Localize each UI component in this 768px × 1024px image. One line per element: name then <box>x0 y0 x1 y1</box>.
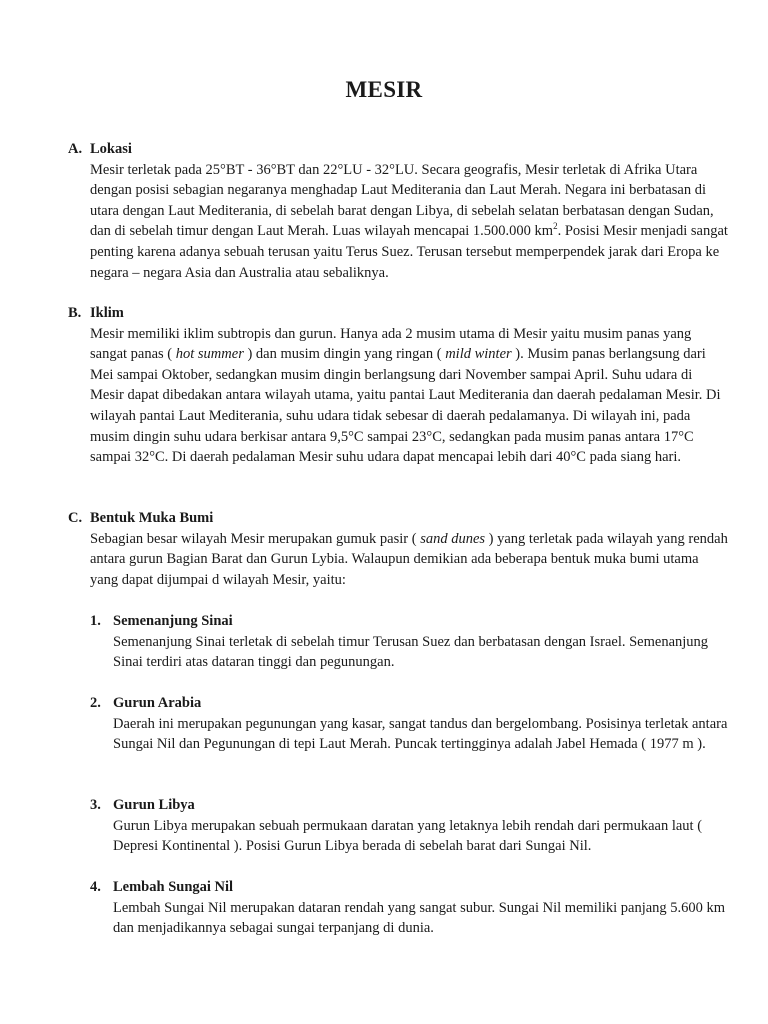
section-heading <box>68 508 728 529</box>
section-title: Iklim <box>90 305 124 321</box>
list-item-gurun-arabia <box>90 693 730 755</box>
section-bentuk-muka-bumi <box>68 508 728 590</box>
section-marker: C. <box>68 510 83 526</box>
italic-term: mild winter <box>445 346 512 363</box>
paragraph-text: Mesir terletak pada 25°BT - 36°BT dan 22°LU - 32°LU. Secara geografis, Mesir terletak di Afrika Utara dengan posisi sebagian negaranya menghadap Laut Mediterania dan Laut Merah. Negara ini berbatasan di utara dengan Laut Mediterania, di sebelah barat dengan Libya, di sebelah selatan berbatasan dengan Sudan, dan di sebelah timur dengan Laut Merah. Luas wilayah mencapai 1.500.000 km <box>90 161 714 240</box>
paragraph-text: ) yang terletak pada wilayah yang rendah antara gurun Bagian Barat dan Gurun Lybia. Walaupun demikian ada beberapa bentuk muka bumi utama yang dapat dijumpai d wilayah Mesir, yaitu: <box>90 530 728 588</box>
item-heading <box>90 877 730 898</box>
section-marker: A. <box>68 141 83 157</box>
list-item-lembah-sungai-nil <box>90 877 730 939</box>
paragraph-text: Mesir memiliki iklim subtropis dan gurun. Hanya ada 2 musim utama di Mesir yaitu musim panas yang sangat panas ( <box>90 325 692 363</box>
item-number: 1. <box>90 613 101 629</box>
section-lokasi <box>68 139 728 283</box>
section-paragraph <box>90 160 728 284</box>
section-heading <box>68 303 728 324</box>
item-paragraph: Semenanjung Sinai terletak di sebelah timur Terusan Suez dan berbatasan dengan Israel. Semenanjung Sinai terdiri atas dataran tinggi dan pegunungan. <box>113 633 709 671</box>
item-heading <box>90 693 730 714</box>
section-paragraph <box>90 529 728 591</box>
item-title: Semenanjung Sinai <box>113 613 233 629</box>
section-title: Bentuk Muka Bumi <box>90 510 214 526</box>
section-title: Lokasi <box>90 141 132 157</box>
item-heading <box>90 795 730 816</box>
superscript-text: 2 <box>553 221 558 232</box>
item-number: 4. <box>90 879 101 895</box>
page-title: MESIR <box>345 77 423 102</box>
item-paragraph: Lembah Sungai Nil merupakan dataran rendah yang sangat subur. Sungai Nil memiliki panjang 5.600 km dan menjadikannya sebagai sungai terpanjang di dunia. <box>113 899 726 937</box>
item-title: Gurun Arabia <box>113 695 202 711</box>
italic-term: hot summer <box>175 346 244 363</box>
paragraph-text: . Posisi Mesir menjadi sangat penting karena adanya sebuah terusan yaitu Terus Suez. Terusan tersebut memperpendek jarak dari Eropa ke negara – negara Asia dan Australia atau sebaliknya. <box>90 223 728 281</box>
item-paragraph: Gurun Libya merupakan sebuah permukaan daratan yang letaknya lebih rendah dari permukaan laut ( Depresi Kontinental ). Posisi Gurun Libya berada di sebelah barat dari Sungai Nil. <box>113 817 703 855</box>
item-heading <box>90 611 730 632</box>
section-paragraph <box>90 324 728 468</box>
list-item-semenanjung-sinai <box>90 611 730 673</box>
section-heading <box>68 139 728 160</box>
paragraph-text: ) dan musim dingin yang ringan ( <box>243 346 446 363</box>
section-marker: B. <box>68 305 82 321</box>
paragraph-text: Sebagian besar wilayah Mesir merupakan gumuk pasir ( <box>90 530 421 547</box>
item-title: Gurun Libya <box>113 797 195 813</box>
item-number: 2. <box>90 695 101 711</box>
italic-term: sand dunes <box>420 530 486 547</box>
item-paragraph: Daerah ini merupakan pegunungan yang kasar, sangat tandus dan bergelombang. Posisinya terletak antara Sungai Nil dan Pegunungan di tepi Laut Merah. Puncak tertingginya adalah Jabel Hemada ( 1977 m ). <box>113 715 728 753</box>
section-iklim <box>68 303 728 468</box>
list-item-gurun-libya <box>90 795 730 857</box>
item-number: 3. <box>90 797 101 813</box>
item-title: Lembah Sungai Nil <box>113 879 234 895</box>
paragraph-text: ). Musim panas berlangsung dari Mei sampai Oktober, sedangkan musim dingin berlangsung dari November sampai April. Suhu udara di Mesir dapat dibedakan antara wilayah utama, yaitu pantai Laut Mediterania dan daerah pedalaman Mesir. Di wilayah pantai Laut Mediterania, suhu udara tidak sebesar di daerah pedalamanya. Di wilayah ini, pada musim dingin suhu udara berkisar antara 9,5°C sampai 23°C, sedangkan pada musim panas antara 17°C sampai 32°C. Di daerah pedalaman Mesir suhu udara dapat mencapai lebih dari 40°C pada siang hari. <box>90 346 721 466</box>
